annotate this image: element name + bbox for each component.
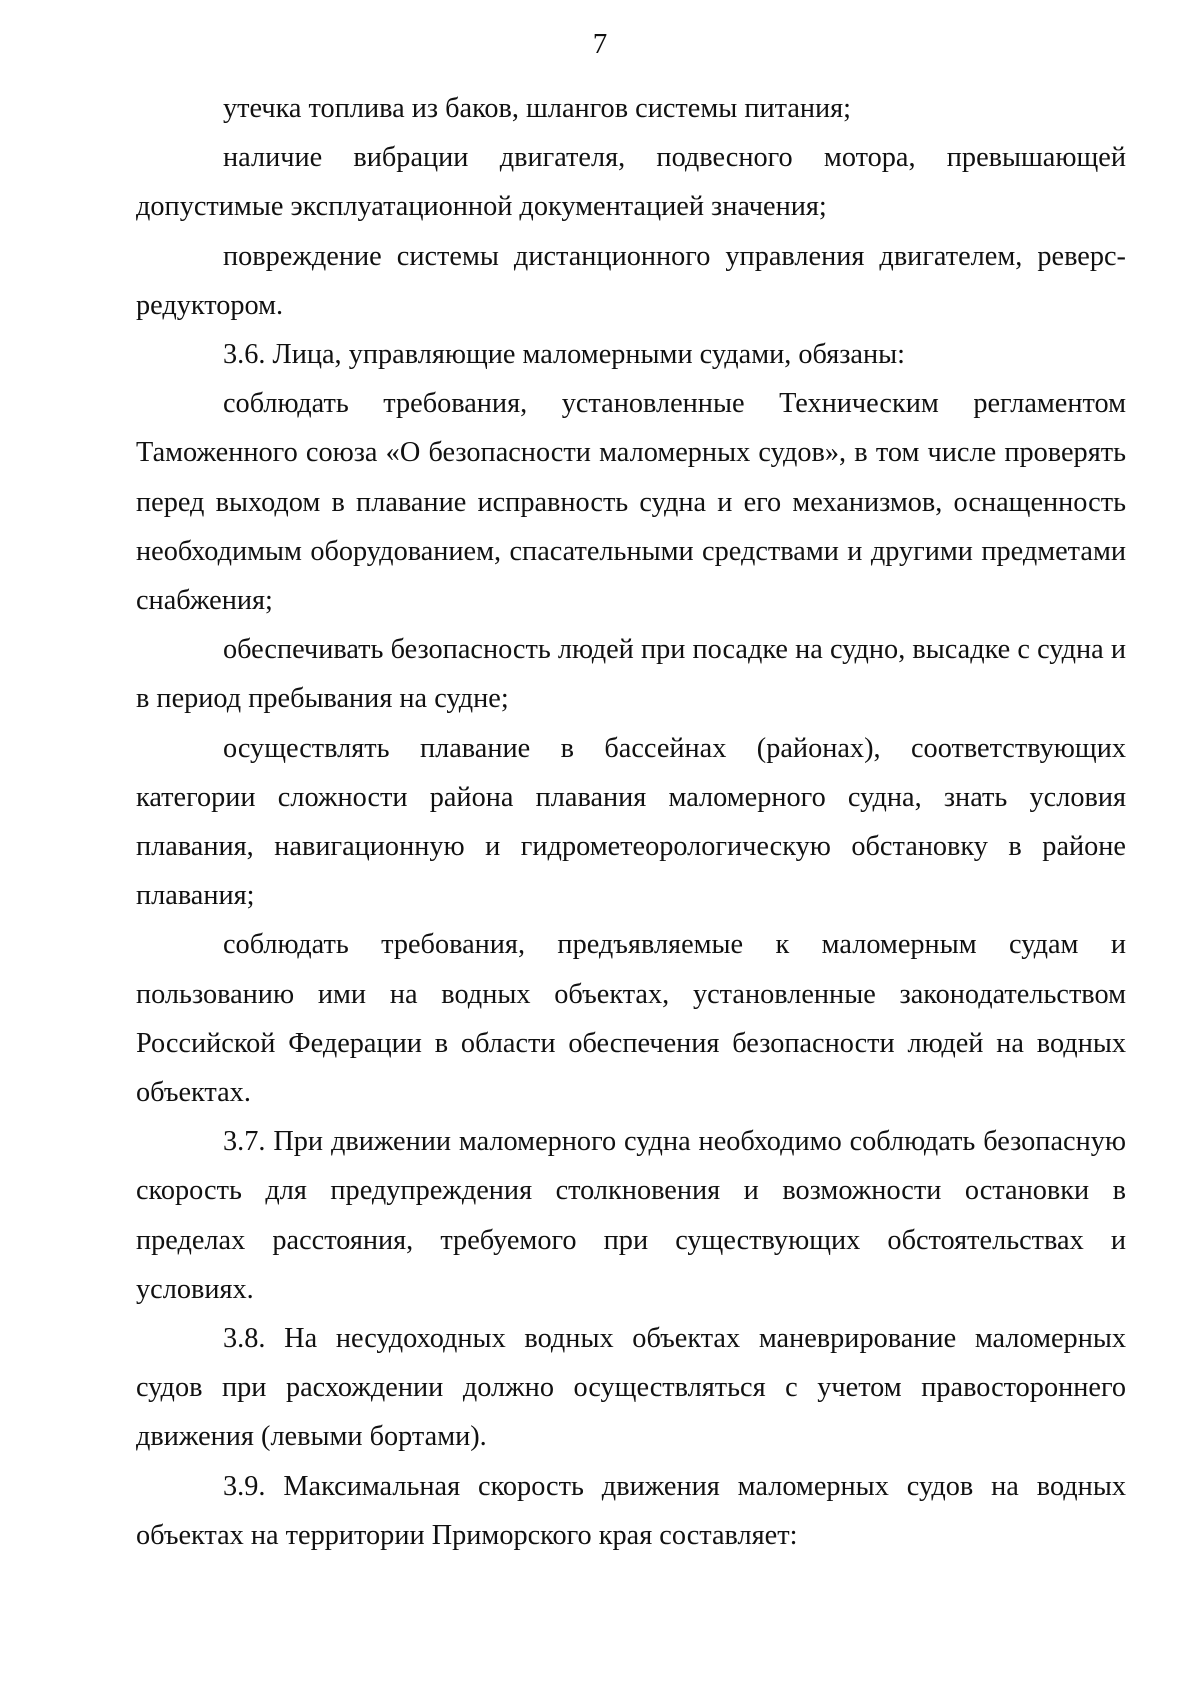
paragraph-3-9: 3.9. Максимальная скорость движения маломерных судов на водных объектах на территории Приморского края составляет: [136, 1470, 1126, 1551]
paragraph-3-8: 3.8. На несудоходных водных объектах маневрирование маломерных судов при расхождении должно осуществляться с учетом правостороннего движения (левыми бортами). [136, 1323, 1126, 1453]
paragraph-ensure-safety: обеспечивать безопасность людей при посадке на судно, высадке с судна и в период пребывания на судне; [136, 634, 1126, 715]
paragraph-3-6-heading: 3.6. Лица, управляющие маломерными судами, обязаны: [223, 339, 905, 371]
paragraph-remote-control-damage: повреждение системы дистанционного управления двигателем, реверс-редуктором. [136, 240, 1126, 321]
paragraph-fuel-leak: утечка топлива из баков, шлангов системы питания; [223, 93, 852, 124]
page-number: 7 [592, 28, 608, 60]
paragraph-navigate-basins: осуществлять плавание в бассейнах (районах), соответствующих категории сложности района плавания маломерного судна, знать условия плавания, навигационную и гидрометеорологическую обстановку в районе плавания; [136, 732, 1126, 912]
paragraph-comply-requirements: соблюдать требования, установленные Техническим регламентом Таможенного союза «О безопасности маломерных судов», в том числе проверять перед выходом в плавание исправность судна и его механизмов, оснащенность необходимым оборудованием, спасательными средствами и другими предметами снабжения; [136, 388, 1126, 617]
paragraph-engine-vibration: наличие вибрации двигателя, подвесного мотора, превышающей допустимые эксплуатационной документацией значения; [136, 142, 1126, 223]
paragraph-comply-legislation: соблюдать требования, предъявляемые к маломерным судам и пользованию ими на водных объектах, установленные законодательством Российской Федерации в области обеспечения безопасности людей на водных объектах. [136, 929, 1126, 1109]
document-body [136, 84, 1126, 1560]
paragraph-3-7: 3.7. При движении маломерного судна необходимо соблюдать безопасную скорость для предупреждения столкновения и возможности остановки в пределах расстояния, требуемого при существующих обстоятельствах и условиях. [136, 1126, 1126, 1305]
